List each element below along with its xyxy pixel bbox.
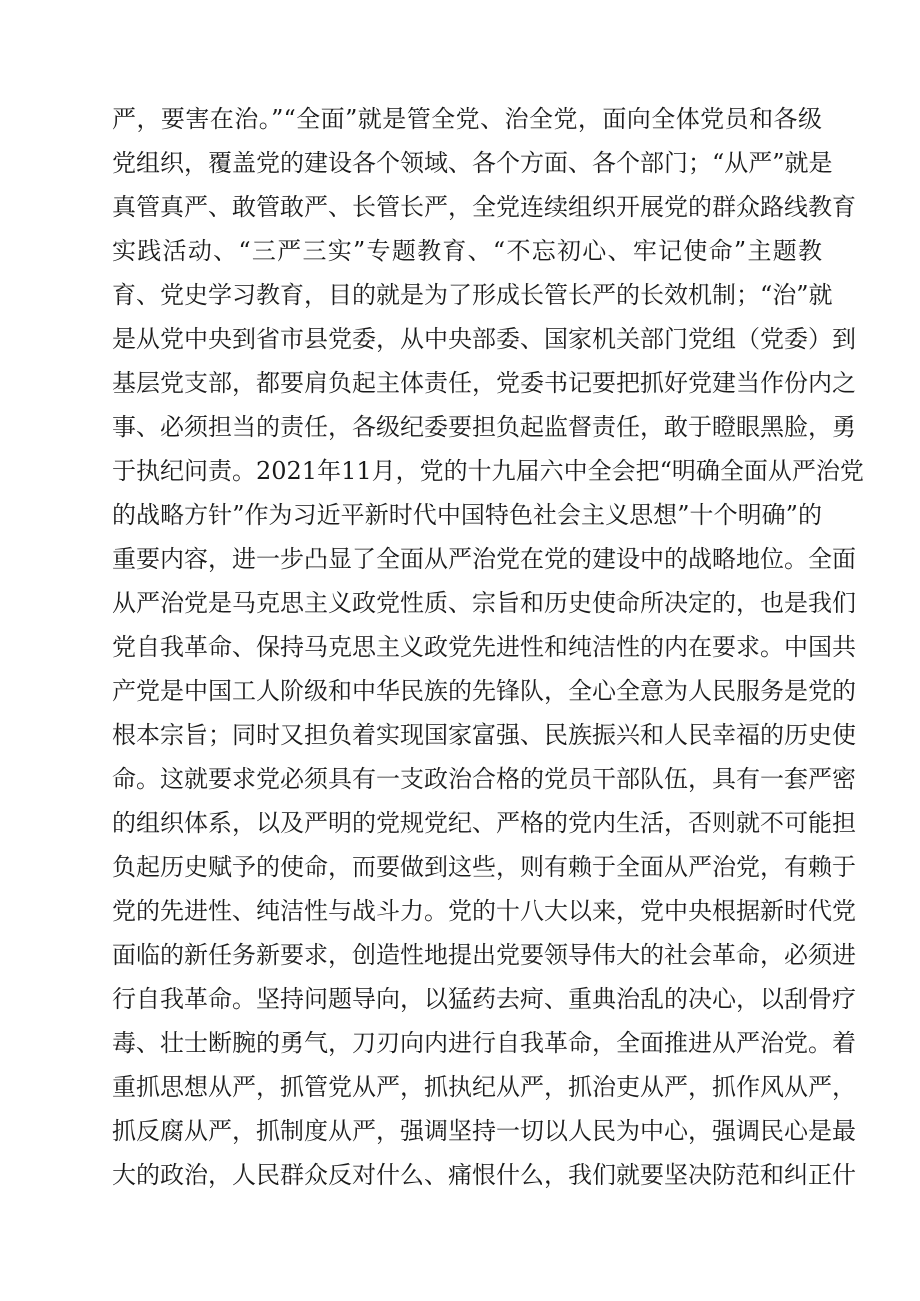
body-text-line: 行自我革命。坚持问题导向，以猛药去疴、重典治乱的决心，以刮骨疗 [112,985,856,1013]
body-text-line: 毒、壮士断腕的勇气，刀刃向内进行自我革命，全面推进从严治党。着 [112,1029,856,1057]
body-text-line: 的战略方针”作为习近平新时代中国特色社会主义思想”十个明确”的 [112,501,822,529]
body-text-line: 实践活动、“三严三实”专题教育、“不忘初心、牢记使命”主题教 [112,237,822,265]
body-text-line: 重要内容，进一步凸显了全面从严治党在党的建设中的战略地位。全面 [112,545,856,573]
body-text-line: 根本宗旨；同时又担负着实现国家富强、民族振兴和人民幸福的历史使 [112,721,856,749]
body-text-line: 的组织体系，以及严明的党规党纪、严格的党内生活，否则就不可能担 [112,809,856,837]
body-text-line: 党自我革命、保持马克思主义政党先进性和纯洁性的内在要求。中国共 [112,633,856,661]
body-text-line: 从严治党是马克思主义政党性质、宗旨和历史使命所决定的，也是我们 [112,589,856,617]
body-text-line: 严，要害在治。”“全面”就是管全党、治全党，面向全体党员和各级 [112,105,822,133]
body-text-line: 于执纪问责。2021年11月，党的十九届六中全会把“明确全面从严治党 [112,457,864,485]
body-text-line: 真管真严、敢管敢严、长管长严，全党连续组织开展党的群众路线教育 [112,193,856,221]
body-text-line: 产党是中国工人阶级和中华民族的先锋队，全心全意为人民服务是党的 [112,677,856,705]
body-text-line: 命。这就要求党必须具有一支政治合格的党员干部队伍，具有一套严密 [112,765,856,793]
body-text-line: 重抓思想从严，抓管党从严，抓执纪从严，抓治吏从严，抓作风从严， [112,1073,856,1101]
body-text-line: 大的政治，人民群众反对什么、痛恨什么，我们就要坚决防范和纠正什 [112,1161,856,1189]
body-text-line: 面临的新任务新要求，创造性地提出党要领导伟大的社会革命，必须进 [112,941,856,969]
body-text-line: 党组织，覆盖党的建设各个领域、各个方面、各个部门；“从严”就是 [112,149,833,177]
body-text-line: 抓反腐从严，抓制度从严，强调坚持一切以人民为中心，强调民心是最 [112,1117,856,1145]
body-text-line: 事、必须担当的责任，各级纪委要担负起监督责任，敢于瞪眼黑脸，勇 [112,413,856,441]
body-text-line: 党的先进性、纯洁性与战斗力。党的十八大以来，党中央根据新时代党 [112,897,856,925]
body-text-line: 育、党史学习教育，目的就是为了形成长管长严的长效机制；“治”就 [112,281,833,309]
body-text-line: 是从党中央到省市县党委，从中央部委、国家机关部门党组（党委）到 [112,325,856,353]
body-text-line: 基层党支部，都要肩负起主体责任，党委书记要把抓好党建当作份内之 [112,369,856,397]
body-text-line: 负起历史赋予的使命，而要做到这些，则有赖于全面从严治党，有赖于 [112,853,856,881]
